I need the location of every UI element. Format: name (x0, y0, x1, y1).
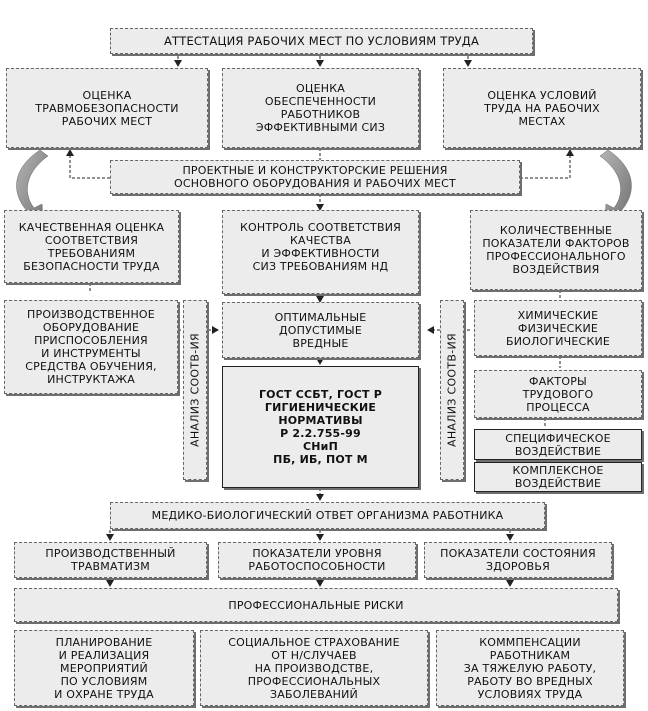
box-text-line: СИЗ ТРЕБОВАНИЯМ НД (252, 260, 389, 273)
quantitative-indicators-box (470, 210, 642, 290)
box-text-line: КОМПЛЕКСНОЕ (512, 464, 604, 477)
box-text-line: ЭФФЕКТИВНЫМИ СИЗ (255, 121, 386, 134)
box-text-line: СОЦИАЛЬНОЕ СТРАХОВАНИЕ (228, 635, 400, 649)
box-text-line: ЗАБОЛЕВАНИЙ (269, 687, 358, 701)
box-text-line: ЗА ТЯЖЕЛУЮ РАБОТУ, (463, 661, 597, 675)
box-text-line: ВОЗДЕЙСТВИЕ (514, 444, 602, 458)
box-text-line: РАБОЧИХ МЕСТ (61, 114, 153, 128)
box-text-line: ПРОЦЕССА (526, 400, 590, 414)
ppe-provision-assessment-box (222, 68, 419, 148)
box-text-line: КОНТРОЛЬ СООТВЕТСТВИЯ (239, 221, 401, 234)
box-text-line: ДОПУСТИМЫЕ (278, 323, 362, 337)
box-text-line: ЗДОРОВЬЯ (486, 560, 550, 573)
box-text-line: РАБОТУ ВО ВРЕДНЫХ (467, 674, 593, 688)
factor-types-box (474, 300, 642, 356)
box-text-line: ПОКАЗАТЕЛИ УРОВНЯ (252, 547, 382, 560)
work-capacity-indicators-box (218, 542, 416, 578)
analysis-label-left-box (183, 300, 207, 480)
box-text-line: СРЕДСТВА ОБУЧЕНИЯ, (25, 360, 157, 373)
box-text-line: КОММПЕНСАЦИИ (479, 635, 581, 649)
box-text-line: СНиП (303, 440, 338, 453)
box-text-line: НОРМАТИВЫ (278, 414, 363, 427)
qualitative-assessment-box (4, 210, 179, 283)
box-text-line: КОЛИЧЕСТВЕННЫЕ (499, 224, 613, 237)
box-text-line: ВРЕДНЫЕ (292, 336, 349, 350)
box-text-line: ОЦЕНКА (82, 88, 132, 102)
box-text-line: ИНСТРУКТАЖА (47, 373, 135, 386)
working-conditions-assessment-box (443, 68, 641, 148)
box-text-line: ОЦЕНКА УСЛОВИЙ (487, 88, 597, 102)
box-text-line: И РЕАЛИЗАЦИЯ (58, 648, 150, 662)
box-text-line: ВОЗДЕЙСТВИЕ (514, 477, 602, 490)
box-text-line: ПО УСЛОВИЯМ (60, 674, 148, 688)
box-text-line: ПЛАНИРОВАНИЕ (55, 635, 153, 649)
box-text-line: ПРОИЗВОДСТВЕННОЕ (27, 308, 155, 321)
box-text-line: РАБОТОСПОСОБНОСТИ (248, 560, 386, 573)
box-text-line: РАБОТНИКАМ (489, 648, 571, 662)
box-text-line: ПРИСПОСОБЛЕНИЯ (34, 334, 148, 347)
box-text-line: МЕРОПРИЯТИЙ (60, 661, 148, 675)
box-text-line: ПОКАЗАТЕЛИ СОСТОЯНИЯ (440, 547, 596, 560)
diagram-title: АТТЕСТАЦИЯ РАБОЧИХ МЕСТ ПО УСЛОВИЯМ ТРУДА (163, 33, 480, 48)
title-box (110, 28, 533, 54)
box-text-line: РАБОТНИКОВ (280, 108, 361, 121)
box-text-line: НА ПРОИЗВОДСТВЕ, (254, 661, 374, 675)
box-text-line: ПРОФЕССИОНАЛЬНОГО (486, 250, 626, 263)
equipment-box (4, 300, 178, 394)
analysis-label-right: АНАЛИЗ СООТВ-ИЯ (445, 333, 459, 447)
specific-impact-box (474, 429, 642, 460)
box-text-line: ФАКТОРЫ (529, 374, 587, 388)
social-insurance-box (200, 630, 428, 706)
professional-risks-box (14, 588, 618, 622)
box-text-line: КАЧЕСТВЕННАЯ ОЦЕНКА (18, 220, 165, 234)
box-text-line: ОБЕСПЕЧЕННОСТИ (264, 95, 377, 108)
design-decisions-box (110, 160, 520, 194)
analysis-label-left: АНАЛИЗ СООТВ-ИЯ (188, 333, 202, 447)
box-text-line: ФИЗИЧЕСКИЕ (517, 321, 599, 335)
hazard-classes-box (222, 302, 419, 358)
box-text-line: ТРУДОВОГО (522, 387, 594, 401)
planning-measures-box (14, 630, 194, 706)
box-text-line: БИОЛОГИЧЕСКИЕ (505, 334, 611, 348)
box-text-line: И ИНСТРУМЕНТЫ (41, 347, 141, 360)
box-text-line: СПЕЦИФИЧЕСКОЕ (505, 431, 611, 445)
box-text-line: ТРЕБОВАНИЯМ (47, 246, 136, 260)
box-text-line: УСЛОВИЯХ ТРУДА (477, 687, 583, 701)
standards-box (222, 366, 419, 488)
medical-response-box (110, 502, 545, 529)
box-text-line: ПРОФЕССИОНАЛЬНЫЕ РИСКИ (228, 598, 404, 612)
box-text-line: ОТ Н/СЛУЧАЕВ (271, 648, 357, 662)
analysis-label-right-box (440, 300, 464, 480)
box-text-line: ОПТИМАЛЬНЫЕ (274, 310, 367, 324)
box-text-line: ОЦЕНКА (296, 82, 345, 95)
injury-safety-assessment-box (6, 68, 208, 148)
box-text-line: И ЭФФЕКТИВНОСТИ (261, 247, 380, 260)
box-text-line: ПРОИЗВОДСТВЕННЫЙ (45, 547, 176, 560)
box-text-line: ПБ, ИБ, ПОТ М (273, 453, 368, 466)
box-text-line: СООТВЕТСТВИЯ (44, 233, 139, 247)
box-text-line: ГИГИЕНИЧЕСКИЕ (264, 401, 377, 414)
box-text-line: Р 2.2.755-99 (280, 427, 361, 440)
labor-process-factors-box (474, 370, 642, 418)
box-text-line: ТРАВМАТИЗМ (71, 560, 150, 573)
box-text-line: ХИМИЧЕСКИЕ (517, 308, 599, 322)
box-text-line: ПОКАЗАТЕЛИ ФАКТОРОВ (482, 237, 630, 250)
box-text-line: ВОЗДЕЙСТВИЯ (512, 263, 600, 276)
box-text-line: ГОСТ ССБТ, ГОСТ Р (258, 388, 383, 401)
box-text-line: КАЧЕСТВА (290, 234, 351, 247)
occupational-injuries-box (14, 542, 207, 578)
box-text-line: БЕЗОПАСНОСТИ ТРУДА (23, 259, 160, 273)
worker-compensation-box (436, 630, 624, 706)
box-text-line: ПРОФЕССИОНАЛЬНЫХ (247, 674, 381, 688)
ppe-compliance-control-box (222, 210, 419, 294)
box-text-line: ОСНОВНОГО ОБОРУДОВАНИЯ И РАБОЧИХ МЕСТ (174, 177, 456, 190)
box-text-line: ПРОЕКТНЫЕ И КОНСТРУКТОРСКИЕ РЕШЕНИЯ (182, 164, 448, 177)
box-text-line: ТРУДА НА РАБОЧИХ (484, 101, 600, 115)
box-text-line: ОБОРУДОВАНИЕ (42, 321, 140, 334)
box-text-line: И ОХРАНЕ ТРУДА (54, 687, 154, 701)
box-text-line: МЕДИКО-БИОЛОГИЧЕСКИЙ ОТВЕТ ОРГАНИЗМА РАБОТНИКА (151, 509, 504, 522)
health-indicators-box (424, 542, 612, 578)
complex-impact-box (474, 462, 642, 492)
box-text-line: ТРАВМОБЕЗОПАСНОСТИ (35, 101, 179, 115)
box-text-line: МЕСТАХ (518, 114, 566, 128)
